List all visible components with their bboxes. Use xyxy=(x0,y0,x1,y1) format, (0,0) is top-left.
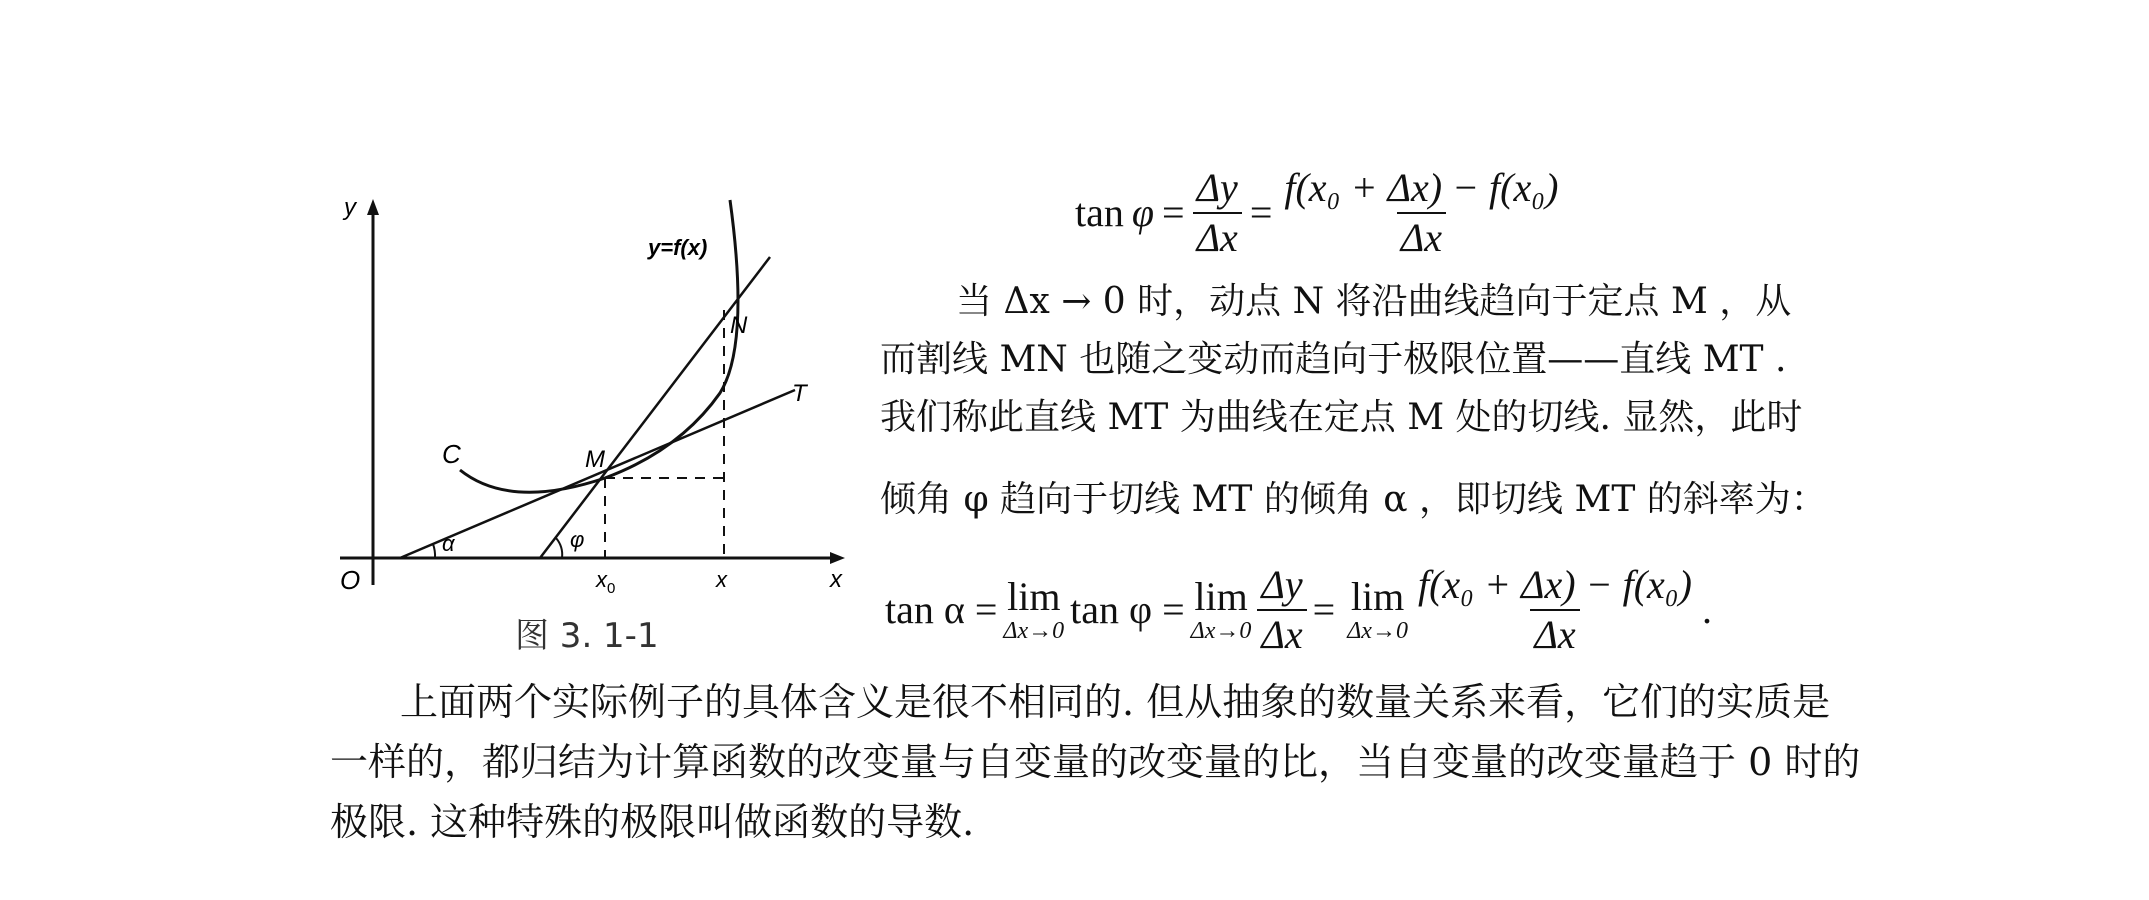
paragraph1-line3: 我们称此直线 MT 为曲线在定点 M 处的切线. 显然，此时 xyxy=(880,397,1803,438)
x-tick-label: x xyxy=(716,567,727,592)
angle-phi-label: φ xyxy=(570,527,585,552)
paragraph1-line1: 当 Δx → 0 时，动点 N 将沿曲线趋向于定点 M ，从 xyxy=(956,281,1792,322)
secant-line-mn xyxy=(540,257,770,558)
formula2-lhs: tan α = xyxy=(885,587,998,632)
y-axis-label: y xyxy=(344,195,356,221)
formula1-phi: φ xyxy=(1131,190,1155,235)
formula2-lim1: lim Δx→0 xyxy=(1003,574,1065,644)
angle-phi-arc xyxy=(556,538,562,558)
paragraph2-line1: 上面两个实际例子的具体含义是很不相同的. 但从抽象的数量关系来看，它们的实质是 xyxy=(400,680,1831,724)
figure-caption: 图 3. 1-1 xyxy=(515,616,659,656)
formula1-frac2: $\frac{\text{f(x₀ + Δx) − f(x₀)}}{\Delta x}$ xyxy=(1284,165,1559,260)
y-axis-arrow xyxy=(367,199,379,215)
curve-function-label: y=f(x) xyxy=(648,235,708,260)
x-axis-arrow xyxy=(830,552,845,564)
angle-alpha-arc xyxy=(433,544,435,558)
formula2-frac1: $\frac{\Delta y}{\Delta x}$ xyxy=(1257,565,1306,655)
formula2-term1: tan φ = xyxy=(1070,587,1185,632)
point-m-label: M xyxy=(585,446,605,473)
formula2-frac2: $\frac{\text{f(x₀ + Δx) − f(x₀)}}{\Delta x}$ xyxy=(1417,562,1692,657)
formula-tan-alpha-limit xyxy=(885,562,1712,657)
tangent-line-mt xyxy=(400,390,795,558)
formula2-end: . xyxy=(1702,587,1712,632)
x0-tick-label: $x_0$ xyxy=(596,567,616,595)
formula-tan-phi: tan φ = $\frac{\Delta y}{\Delta x}$ = $\frac{\text{f(x₀ + Δx) − f(x₀)}}{\Delta x}$ xyxy=(1075,168,1562,258)
paragraph1-line4: 倾角 φ 趋向于切线 MT 的倾角 α ，即切线 MT 的斜率为： xyxy=(880,479,1827,520)
point-n-label: N xyxy=(730,312,748,339)
paragraph1-line2: 而割线 MN 也随之变动而趋向于极限位置——直线 MT . xyxy=(880,339,1787,380)
paragraph2-line2: 一样的，都归结为计算函数的改变量与自变量的改变量的比，当自变量的改变量趋于 0 时的 xyxy=(330,740,1861,784)
x-axis-label: x xyxy=(830,566,842,593)
figure-tangent-diagram xyxy=(330,195,850,595)
paragraph2-line3: 极限. 这种特殊的极限叫做函数的导数. xyxy=(330,800,975,844)
tangent-t-label: T xyxy=(792,380,807,407)
formula2-lim2: lim Δx→0 xyxy=(1190,574,1252,644)
formula2-eq: = xyxy=(1312,587,1336,632)
curve-name-label: C xyxy=(442,439,461,469)
formula1-lhs: tan xyxy=(1075,190,1124,235)
formula1-frac1: $\frac{\Delta y}{\Delta x}$ xyxy=(1193,168,1242,258)
formula2-lim3: lim Δx→0 xyxy=(1347,574,1408,644)
angle-alpha-label: α xyxy=(442,531,455,556)
origin-label: O xyxy=(340,565,361,595)
